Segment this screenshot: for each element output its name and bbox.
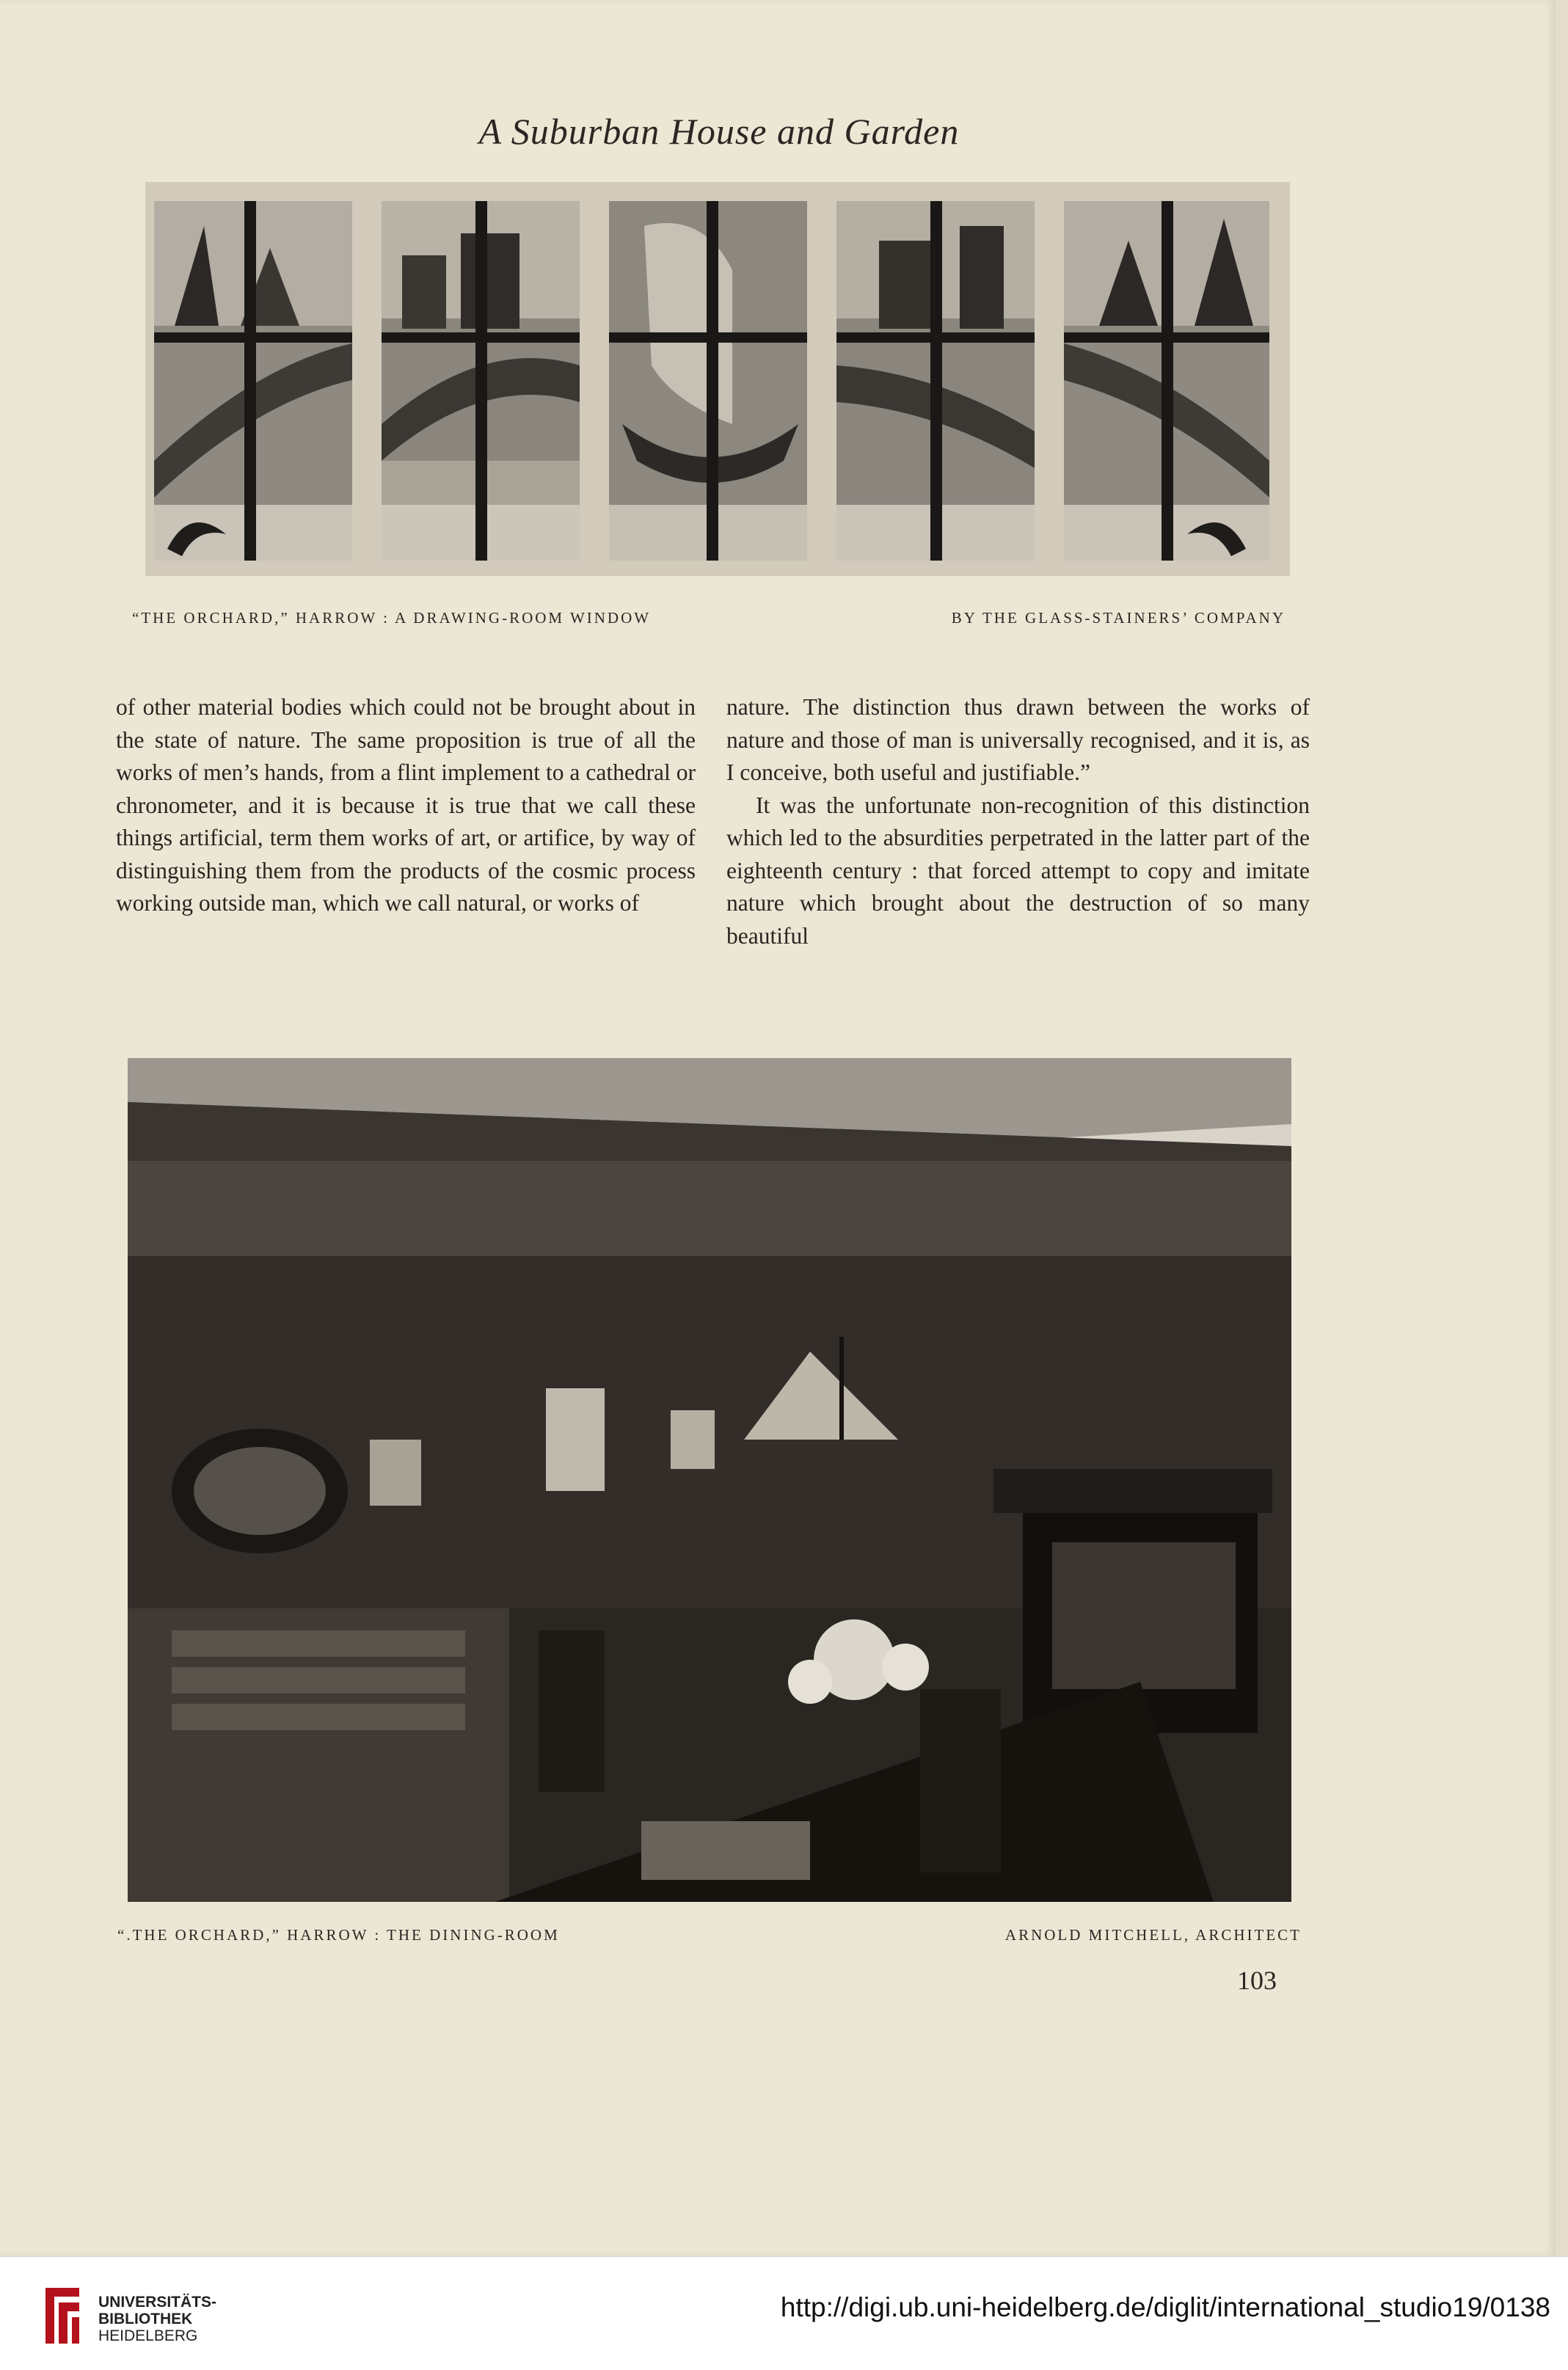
figure-caption-left: “THE ORCHARD,” HARROW : A DRAWING-ROOM WINDOW xyxy=(132,609,652,627)
library-name-line: BIBLIOTHEK xyxy=(98,2311,193,2327)
source-url[interactable]: http://digi.ub.uni-heidelberg.de/diglit/international_studio19/0138 xyxy=(780,2292,1550,2322)
digitization-footer xyxy=(0,2256,1568,2370)
figure-caption-right: BY THE GLASS-STAINERS’ COMPANY xyxy=(951,609,1286,627)
window-panel-3 xyxy=(609,201,807,561)
body-text-left-column xyxy=(116,691,696,920)
dining-room-photo xyxy=(128,1058,1291,1902)
library-logo-icon xyxy=(38,2280,87,2351)
window-panel-5 xyxy=(1064,201,1269,561)
figure-caption-left: “.THE ORCHARD,” HARROW : THE DINING-ROOM xyxy=(117,1926,560,1944)
window-panel-4 xyxy=(836,201,1035,561)
figure-caption-right: ARNOLD MITCHELL, ARCHITECT xyxy=(1004,1926,1302,1944)
page-number: 103 xyxy=(1237,1966,1277,1995)
window-panel-1 xyxy=(154,201,352,561)
library-name xyxy=(98,2294,216,2344)
library-name-line: UNIVERSITÄTS- xyxy=(98,2294,217,2311)
paragraph: It was the unfortunate non-recognition of this distinction which led to the absurdities perpetrated in the latter part of the eighteenth century : that forced attempt to copy and imitate nature which brought about the destruction of so many beautiful xyxy=(726,792,1310,949)
paragraph: nature. The distinction thus drawn between the works of nature and those of man is universally recognised, and it is, as I conceive, both useful and justifiable.” xyxy=(726,694,1310,785)
running-title: A Suburban House and Garden xyxy=(478,111,960,152)
body-text-right-column xyxy=(726,691,1310,952)
window-panel-2 xyxy=(382,201,580,561)
library-name-line: HEIDELBERG xyxy=(98,2327,198,2344)
stained-glass-window-photo xyxy=(145,182,1290,576)
paragraph: of other material bodies which could not be brought about in the state of nature. The same proposition is true of all the works of men’s hands, from a flint implement to a cathedral or chronometer, and it is because it is true that we call these things artificial, term them works of art, or artifice, by way of distinguishing them from the products of the cosmic process working outside man, which we call natural, or works of xyxy=(116,694,696,916)
